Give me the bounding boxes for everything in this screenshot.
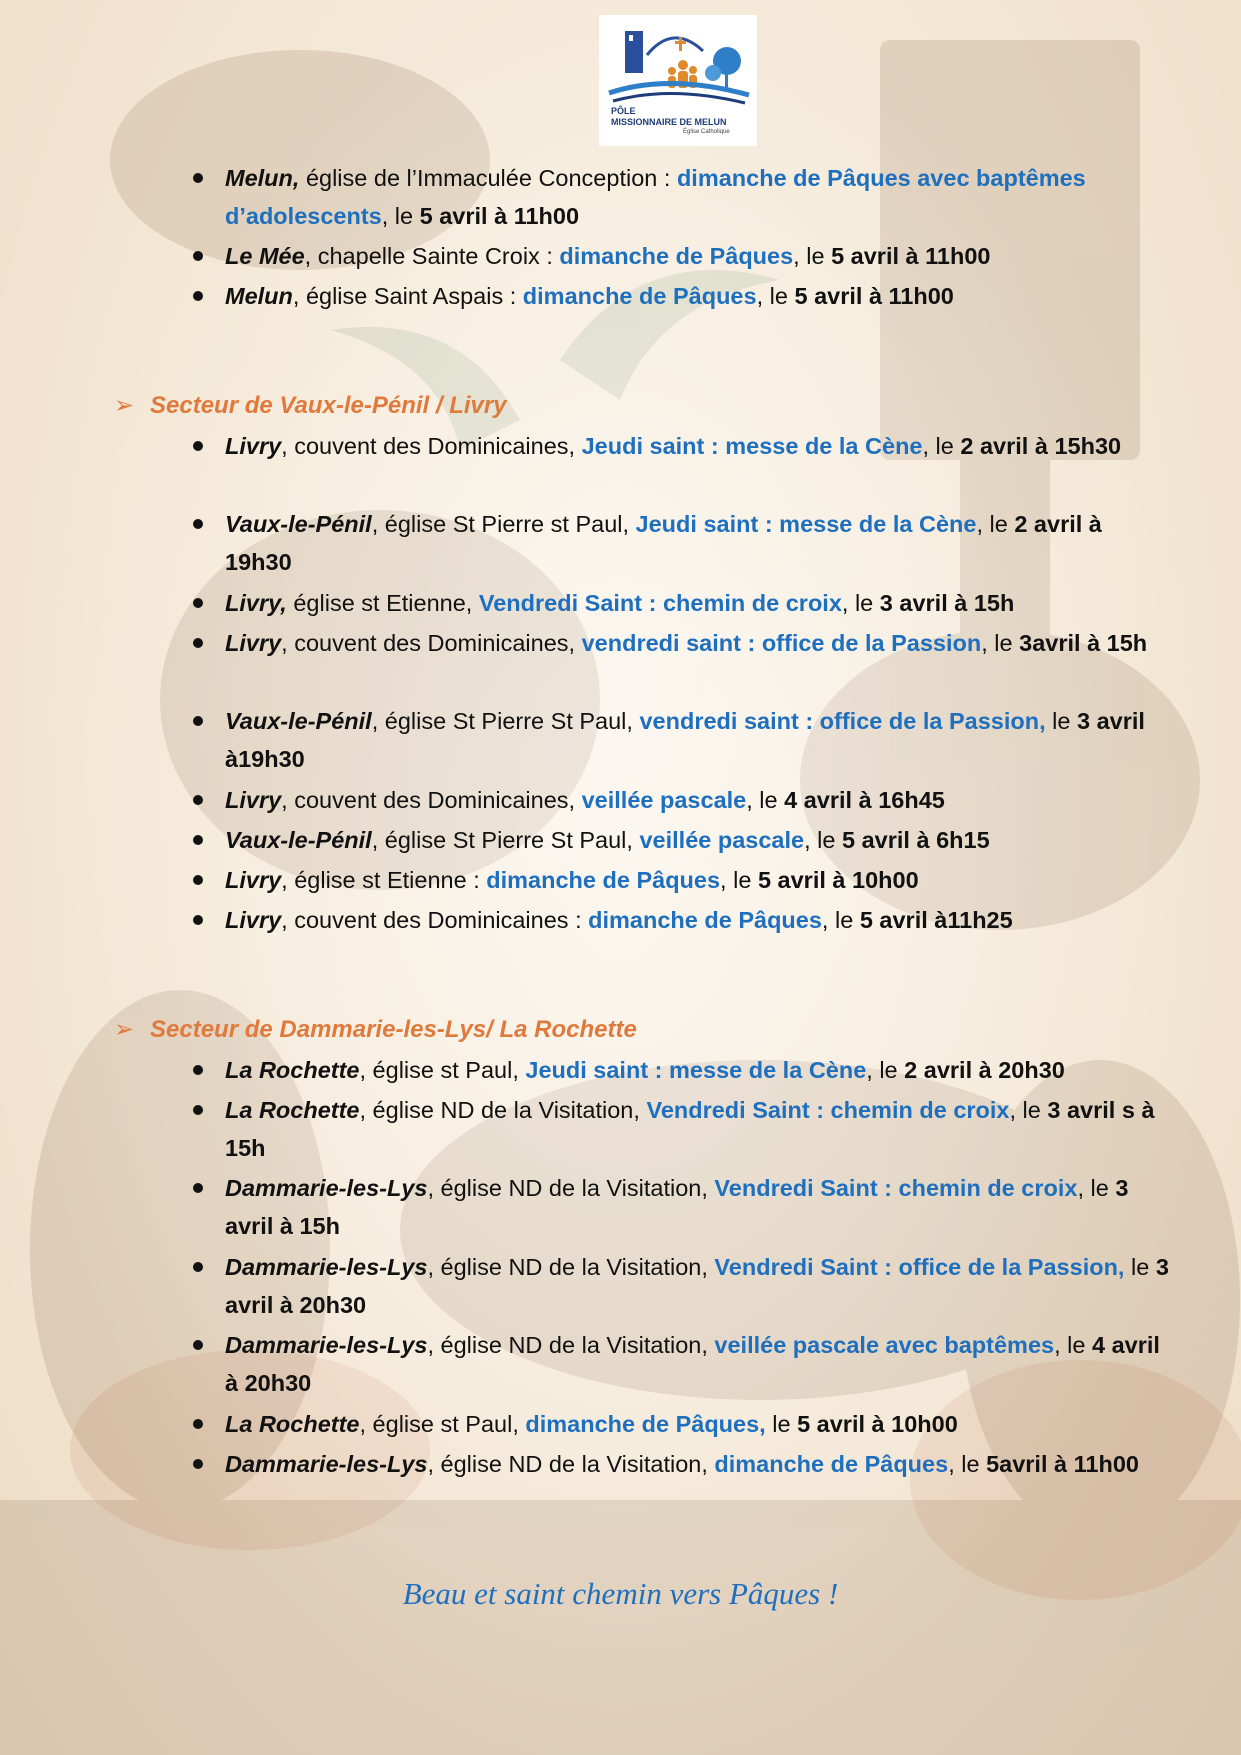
place: Melun,	[225, 165, 300, 191]
date: 3 avril à 20h30	[225, 1254, 1169, 1318]
list-item	[225, 1248, 1170, 1324]
list-item	[225, 1169, 1170, 1245]
place: Dammarie-les-Lys	[225, 1175, 428, 1201]
venue: , église ND de la Visitation,	[427, 1254, 715, 1280]
sector-title: Secteur de Dammarie-les-Lys/ La Rochette	[150, 1016, 637, 1043]
place: Livry	[225, 907, 282, 933]
connector: , le	[976, 511, 1015, 537]
event: Jeudi saint : messe de la Cène	[581, 433, 923, 459]
place: Livry	[225, 787, 282, 813]
place: Vaux-le-Pénil	[225, 708, 372, 734]
venue: , église St Pierre st Paul,	[371, 511, 636, 537]
connector: , le	[720, 867, 758, 893]
connector: , le	[1077, 1175, 1116, 1201]
date: 5 avril à 10h00	[797, 1411, 958, 1437]
event: veillée pascale avec baptêmes	[714, 1332, 1055, 1358]
place: La Rochette	[225, 1411, 360, 1437]
place: Dammarie-les-Lys	[225, 1332, 428, 1358]
venue: , chapelle Sainte Croix :	[304, 243, 560, 269]
place: Vaux-le-Pénil	[225, 827, 372, 853]
connector: le	[765, 1411, 798, 1437]
sector-title: Secteur de Vaux-le-Pénil / Livry	[150, 392, 507, 419]
connector: le	[1124, 1254, 1156, 1280]
list-item	[225, 159, 1170, 235]
connector: , le	[756, 283, 795, 309]
tree-icon	[705, 47, 741, 89]
venue: , église St Pierre St Paul,	[371, 827, 640, 853]
date: 3avril à 15h	[1019, 630, 1148, 656]
venue: , église st Paul,	[359, 1411, 526, 1437]
event: dimanche de Pâques,	[525, 1411, 766, 1437]
venue: , couvent des Dominicaines,	[281, 787, 582, 813]
event: Vendredi Saint : chemin de croix	[646, 1097, 1010, 1123]
closing-message: Beau et saint chemin vers Pâques !	[402, 1576, 839, 1611]
date: 3 avril à 15h	[225, 1175, 1129, 1239]
list-item	[225, 861, 1170, 899]
connector: , le	[841, 590, 880, 616]
date: 5 avril à 11h00	[794, 283, 954, 309]
date: 3 avril à 15h	[879, 590, 1015, 616]
connector: , le	[948, 1451, 987, 1477]
date: 5 avril à11h25	[859, 907, 1013, 933]
list-item	[225, 584, 1170, 622]
venue: , église st Paul,	[359, 1057, 526, 1083]
venue: , couvent des Dominicaines :	[281, 907, 589, 933]
venue: église st Etienne,	[286, 590, 479, 616]
connector: , le	[1009, 1097, 1048, 1123]
place: Dammarie-les-Lys	[225, 1254, 428, 1280]
place: Le Mée	[225, 243, 305, 269]
venue: , couvent des Dominicaines,	[281, 630, 582, 656]
event: dimanche de Pâques	[588, 907, 822, 933]
list-item	[225, 277, 1170, 315]
venue: , église ND de la Visitation,	[427, 1451, 715, 1477]
place: Livry	[225, 433, 282, 459]
event: vendredi saint : office de la Passion,	[639, 708, 1046, 734]
event: veillée pascale	[581, 787, 747, 813]
list-item	[225, 505, 1170, 581]
date: 5 avril à 6h15	[842, 827, 990, 853]
date: 5avril à 11h00	[986, 1451, 1139, 1477]
list-item	[225, 1445, 1170, 1483]
sector-heading	[114, 387, 507, 425]
logo-line-2: MISSIONNAIRE DE MELUN	[611, 117, 727, 127]
event: dimanche de Pâques avec baptêmes d’adolescents	[225, 165, 1086, 229]
list-item	[225, 624, 1170, 662]
place: La Rochette	[225, 1097, 360, 1123]
connector: , le	[821, 907, 860, 933]
connector: , le	[381, 203, 420, 229]
place: La Rochette	[225, 1057, 360, 1083]
event: dimanche de Pâques	[486, 867, 721, 893]
list-item	[225, 237, 1170, 275]
venue: , église st Etienne :	[281, 867, 487, 893]
event: Vendredi Saint : office de la Passion,	[714, 1254, 1125, 1280]
connector: , le	[746, 787, 785, 813]
venue: , couvent des Dominicaines,	[281, 433, 582, 459]
list-item	[225, 1405, 1170, 1443]
event: dimanche de Pâques	[522, 283, 757, 309]
date: 2 avril à 20h30	[904, 1057, 1065, 1083]
list-item	[225, 1091, 1170, 1167]
list-item	[225, 702, 1170, 778]
venue: , église ND de la Visitation,	[359, 1097, 647, 1123]
place: Livry	[225, 867, 282, 893]
connector: , le	[981, 630, 1020, 656]
date: 5 avril à 10h00	[757, 867, 919, 893]
venue: , église ND de la Visitation,	[427, 1332, 715, 1358]
date: 5 avril à 11h00	[831, 243, 991, 269]
place: Vaux-le-Pénil	[225, 511, 372, 537]
event: vendredi saint : office de la Passion	[581, 630, 982, 656]
connector: , le	[804, 827, 842, 853]
event: Vendredi Saint : chemin de croix	[478, 590, 842, 616]
venue: église de l’Immaculée Conception :	[299, 165, 677, 191]
event: Vendredi Saint : chemin de croix	[714, 1175, 1078, 1201]
date: 2 avril à 19h30	[225, 511, 1102, 575]
event: Jeudi saint : messe de la Cène	[525, 1057, 867, 1083]
date: 4 avril à 16h45	[784, 787, 945, 813]
logo-line-3: Église Catholique	[683, 129, 730, 135]
event: veillée pascale	[639, 827, 805, 853]
date: 5 avril à 11h00	[419, 203, 580, 229]
event: dimanche de Pâques	[559, 243, 794, 269]
venue: , église ND de la Visitation,	[427, 1175, 715, 1201]
place: Dammarie-les-Lys	[225, 1451, 428, 1477]
date: 3 avril à19h30	[225, 708, 1145, 772]
list-item	[225, 821, 1170, 859]
date: 3 avril s à 15h	[225, 1097, 1155, 1161]
list-item	[225, 1051, 1170, 1089]
event: dimanche de Pâques	[714, 1451, 949, 1477]
place: Melun	[225, 283, 293, 309]
place: Livry	[225, 630, 282, 656]
date: 4 avril à 20h30	[225, 1332, 1160, 1396]
connector: , le	[793, 243, 832, 269]
arrow-bullet-icon: ➢	[114, 392, 135, 419]
venue: , église St Pierre St Paul,	[371, 708, 640, 734]
list-item	[225, 901, 1170, 939]
date: 2 avril à 15h30	[960, 433, 1122, 459]
logo-line-1: PÔLE	[611, 106, 636, 116]
connector: , le	[866, 1057, 905, 1083]
pole-missionnaire-logo	[599, 15, 757, 146]
place: Livry,	[225, 590, 287, 616]
sector-heading	[114, 1011, 637, 1049]
arrow-bullet-icon: ➢	[114, 1016, 135, 1043]
church-tower-icon	[625, 31, 643, 73]
list-item	[225, 781, 1170, 819]
event: Jeudi saint : messe de la Cène	[635, 511, 977, 537]
connector: , le	[922, 433, 961, 459]
connector: , le	[1054, 1332, 1092, 1358]
connector: le	[1045, 708, 1077, 734]
list-item	[225, 427, 1170, 465]
list-item	[225, 1326, 1170, 1402]
venue: , église Saint Aspais :	[292, 283, 523, 309]
